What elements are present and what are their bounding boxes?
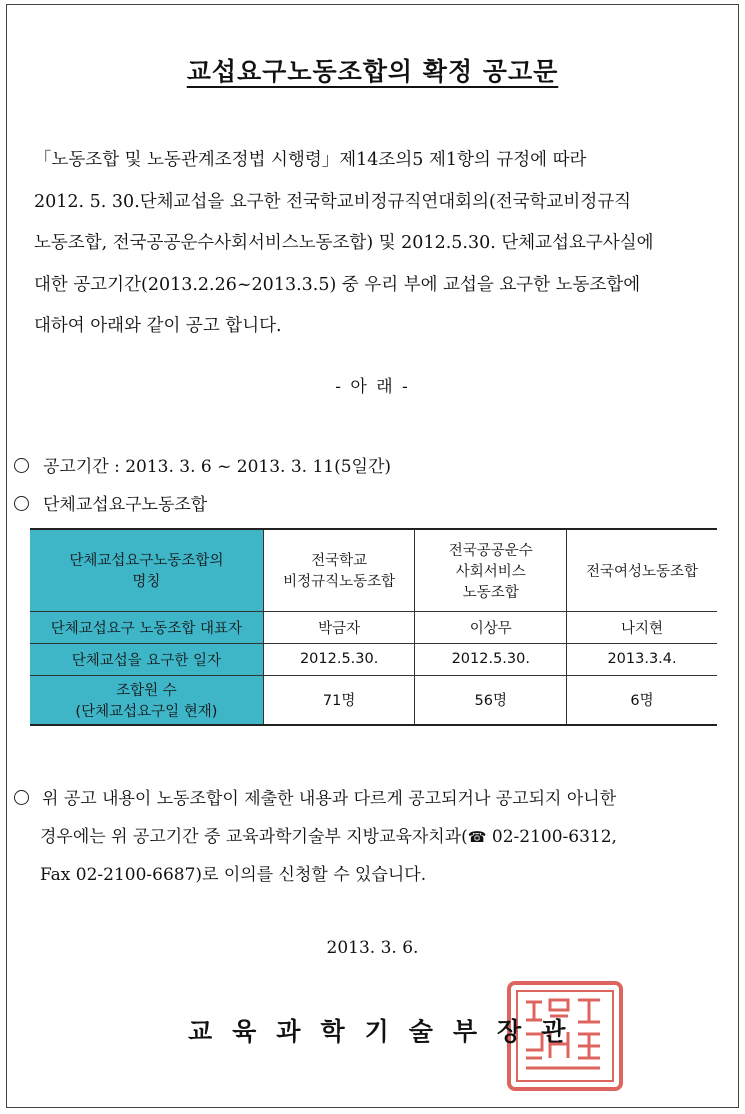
union-name-cell: 전국여성노동조합	[567, 529, 717, 611]
circle-bullet-icon	[14, 496, 29, 511]
objection-notice	[14, 780, 726, 894]
issue-date: 2013. 3. 6.	[326, 938, 419, 958]
telephone-icon: ☎	[467, 828, 487, 846]
notice-line	[14, 856, 726, 894]
row-header-date: 단체교섭을 요구한 일자	[30, 643, 263, 675]
notice-line-1: 위 공고 내용이 노동조합이 제출한 내용과 다르게 공고되거나 공고되지 아니한	[42, 789, 617, 809]
minister-signature: 교육과학기술부장관	[188, 1017, 586, 1046]
date-cell: 2012.5.30.	[263, 643, 415, 675]
period-text: 공고기간 : 2013. 3. 6 ~ 2013. 3. 11(5일간)	[43, 457, 392, 477]
notice-line-3: Fax 02-2100-6687)로 이의를 신청할 수 있습니다.	[40, 865, 427, 885]
rep-cell: 박금자	[263, 611, 415, 643]
date-cell: 2013.3.4.	[567, 643, 717, 675]
members-cell: 71명	[263, 675, 415, 725]
period-bullet	[14, 452, 391, 477]
table-row	[30, 643, 717, 675]
intro-line: 노동조합, 전국공공운수사회서비스노동조합) 및 2012.5.30. 단체교섭요구사실에	[34, 233, 654, 253]
intro-paragraph	[34, 140, 724, 348]
intro-line: 대하여 아래와 같이 공고 합니다.	[34, 316, 282, 336]
members-cell: 56명	[415, 675, 567, 725]
section-heading: - 아 래 -	[335, 377, 410, 397]
notice-line	[14, 780, 726, 818]
rep-cell: 나지현	[567, 611, 717, 643]
unions-table	[30, 528, 717, 726]
circle-bullet-icon	[14, 458, 29, 473]
union-name-cell: 전국공공운수 사회서비스 노동조합	[415, 529, 567, 611]
notice-line	[14, 818, 726, 856]
intro-line: 2012. 5. 30.단체교섭을 요구한 전국학교비정규직연대회의(전국학교비정규직	[34, 191, 632, 212]
page-title: 교섭요구노동조합의 확정 공고문	[186, 57, 559, 86]
notice-line-2b: 02-2100-6312,	[486, 827, 617, 847]
table-row	[30, 675, 717, 725]
unions-text: 단체교섭요구노동조합	[43, 495, 208, 515]
row-header-name: 단체교섭요구노동조합의 명칭	[30, 529, 263, 611]
table-row	[30, 611, 717, 643]
row-header-rep: 단체교섭요구 노동조합 대표자	[30, 611, 263, 643]
row-header-members: 조합원 수 (단체교섭요구일 현재)	[30, 675, 263, 725]
rep-cell: 이상무	[415, 611, 567, 643]
union-name-cell: 전국학교 비정규직노동조합	[263, 529, 415, 611]
members-cell: 6명	[567, 675, 717, 725]
intro-line: 「노동조합 및 노동관계조정법 시행령」제14조의5 제1항의 규정에 따라	[34, 150, 587, 170]
table-row	[30, 529, 717, 611]
date-cell: 2012.5.30.	[415, 643, 567, 675]
unions-bullet	[14, 490, 207, 515]
intro-line: 대한 공고기간(2013.2.26~2013.3.5) 중 우리 부에 교섭을 요구한 노동조합에	[34, 274, 641, 295]
notice-line-2a: 경우에는 위 공고기간 중 교육과학기술부 지방교육자치과(	[40, 827, 468, 847]
circle-bullet-icon	[14, 790, 29, 805]
